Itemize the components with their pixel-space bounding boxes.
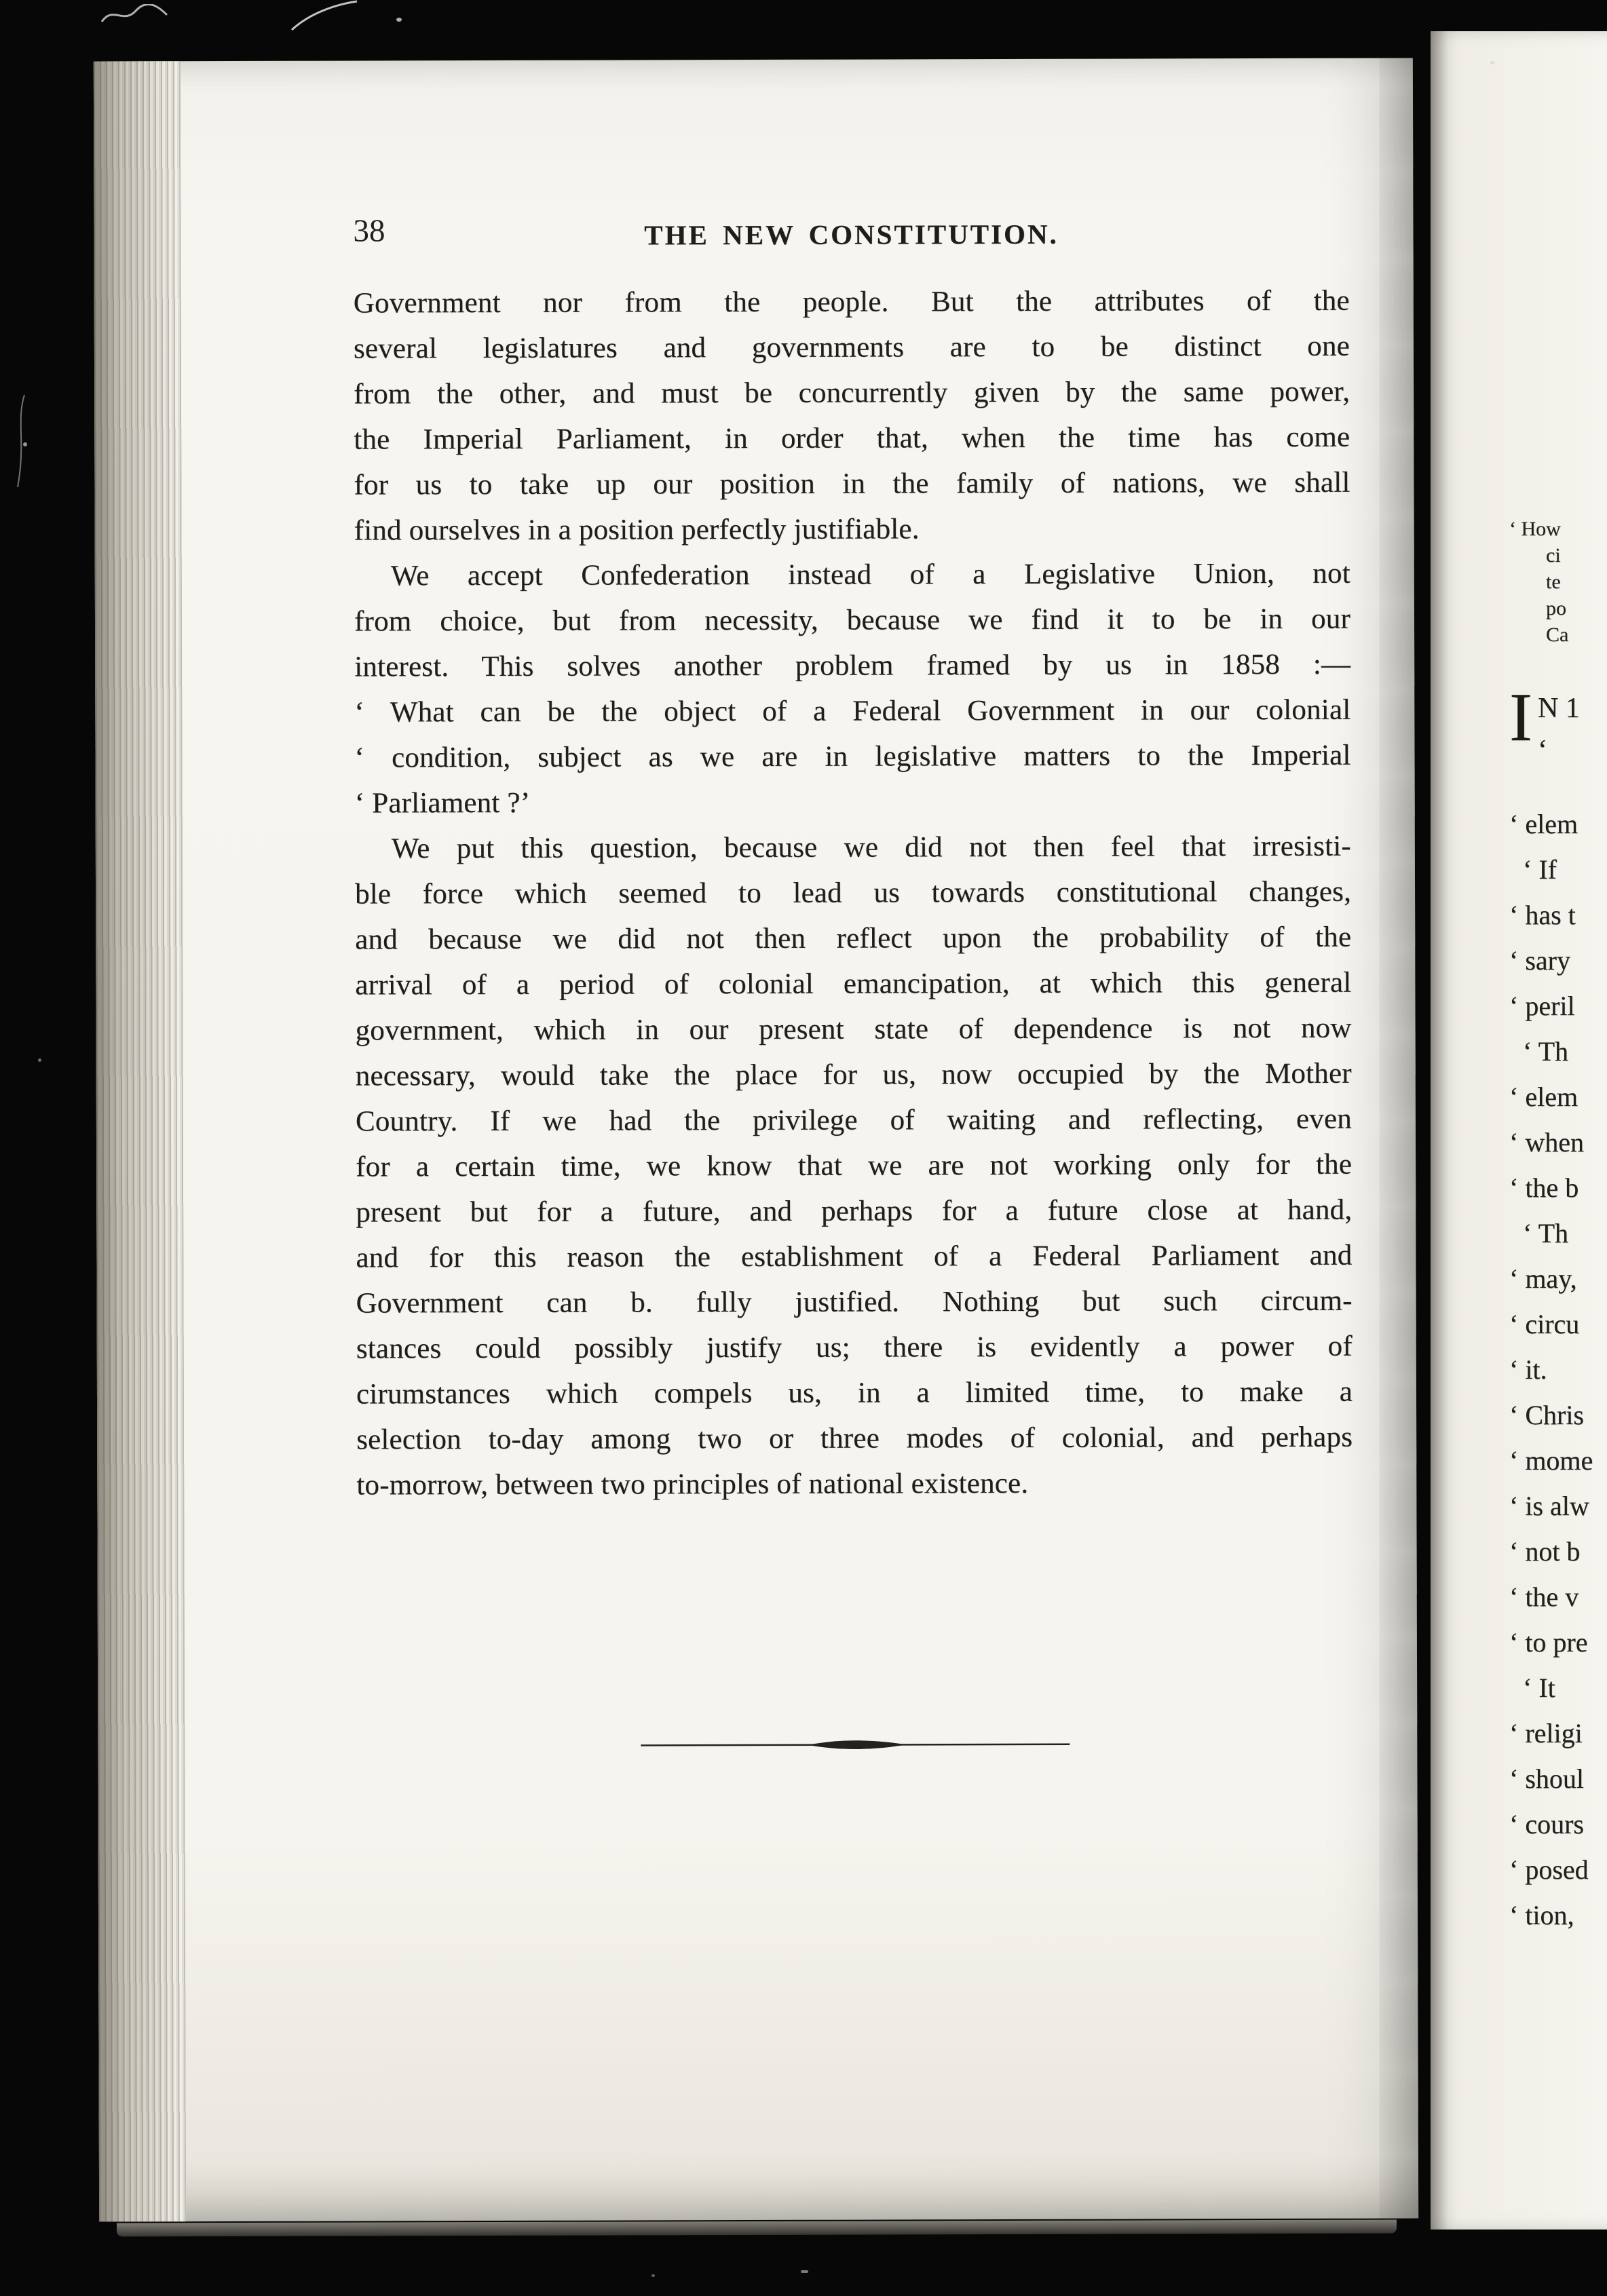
text-line: ‘ elem [1509, 809, 1578, 839]
scan-squiggle-mark [100, 4, 168, 27]
footnote-fragment [1509, 516, 1607, 648]
note-line: te [1546, 571, 1561, 593]
scan-speck [23, 442, 27, 446]
paragraph [354, 551, 1351, 826]
text-line: ‘ condition, subject as we are in legislative matters to the Imperial [354, 739, 1351, 774]
text-line: ‘ to pre [1509, 1627, 1588, 1658]
text-line: the Imperial Parliament, in order that, when the time has come [354, 421, 1350, 456]
dropcap-block [1509, 687, 1607, 771]
note-line: ci [1546, 544, 1561, 567]
section-divider-ornament [638, 1736, 1072, 1755]
text-line: ‘ It [1509, 1672, 1555, 1703]
text-line: government, which in our present state of dependence is not now [355, 1012, 1352, 1047]
text-line: ‘ religi [1509, 1718, 1583, 1748]
text-line: ‘ not b [1509, 1536, 1581, 1567]
scan-speck [38, 1058, 41, 1062]
body-text [354, 278, 1353, 1508]
text-line: ‘ tion, [1509, 1900, 1574, 1930]
note-line: po [1546, 597, 1566, 619]
paragraph [355, 824, 1353, 1508]
scan-speck [1490, 61, 1494, 64]
page-bottom-edge [117, 2220, 1397, 2237]
text-line: several legislatures and governments are to be distinct one [353, 330, 1350, 365]
scan-speck [396, 18, 402, 22]
text-line: We accept Confederation instead of a Legislative Union, not [390, 557, 1350, 592]
text-line: ‘ sary [1509, 945, 1570, 976]
paragraph [354, 278, 1350, 554]
text-line: ‘ peril [1509, 991, 1575, 1021]
note-line: ‘ How [1509, 518, 1561, 540]
text-line: ‘ it. [1509, 1354, 1547, 1385]
facing-page-content [1509, 31, 1607, 1938]
scan-speck [801, 2270, 808, 2273]
text-line: ‘ has t [1509, 900, 1576, 930]
text-line: ‘ If [1509, 854, 1557, 885]
text-line: ‘ elem [1509, 1082, 1578, 1112]
text-line: ‘ [1537, 735, 1547, 766]
page-header [353, 209, 1349, 256]
text-line: ‘ posed [1509, 1854, 1589, 1885]
section-divider [357, 1735, 1353, 1759]
text-line: interest. This solves another problem framed by us in 1858 :— [354, 648, 1351, 683]
text-line: ‘ Parliament ?’ [354, 786, 531, 820]
text-line: and for this reason the establishment of a Federal Parliament and [356, 1239, 1353, 1274]
text-fragments [1509, 801, 1607, 1938]
text-line: stances could possibly justify us; there is evidently a power of [356, 1330, 1353, 1365]
text-line: ‘ the b [1509, 1172, 1579, 1203]
text-line: necessary, would take the place for us, now occupied by the Mother [355, 1057, 1352, 1092]
scan-speck [651, 2274, 655, 2277]
text-line: and because we did not then reflect upon the probability of the [355, 921, 1352, 956]
dropcap-letter: I [1509, 687, 1532, 756]
text-line: ‘ Chris [1509, 1400, 1584, 1430]
page-content [353, 58, 1354, 1759]
text-line: ‘ Th [1509, 1036, 1569, 1067]
text-line: ‘ circu [1509, 1309, 1580, 1339]
text-line: ‘ is alw [1509, 1491, 1589, 1521]
text-line: ‘ What can be the object of a Federal Government in our colonial [354, 693, 1351, 729]
text-line: ‘ mome [1509, 1445, 1593, 1476]
text-line: ‘ when [1509, 1127, 1584, 1157]
text-line: Government can b. fully justified. Nothing but such circum- [356, 1284, 1353, 1320]
text-line: from choice, but from necessity, because we find it to be in our [354, 602, 1351, 638]
text-line: ble force which seemed to lead us towards constitutional changes, [354, 875, 1352, 911]
text-line: present but for a future, and perhaps for a future close at hand, [356, 1193, 1353, 1229]
text-line: ‘ Th [1509, 1218, 1569, 1248]
scan-curve-mark [290, 0, 358, 31]
text-line: Government nor from the people. But the attributes of the [353, 284, 1350, 320]
running-title: THE NEW CONSTITUTION. [644, 218, 1059, 251]
text-line: We put this question, because we did not then feel that irresisti- [391, 830, 1351, 865]
page-edge-stack [94, 61, 186, 2221]
note-line: Ca [1546, 624, 1569, 646]
text-line: cirumstances which compels us, in a limited time, to make a [356, 1375, 1353, 1411]
text-line: for a certain time, we know that we are not working only for the [356, 1148, 1353, 1183]
text-line: arrival of a period of colonial emancipation, at which this general [355, 966, 1352, 1001]
text-line: ‘ cours [1509, 1809, 1584, 1839]
book-page [94, 58, 1418, 2221]
text-line: N 1 [1537, 693, 1580, 724]
text-line: ‘ may, [1509, 1263, 1577, 1294]
text-line: ‘ the v [1509, 1582, 1579, 1612]
text-line: find ourselves in a position perfectly justifiable. [354, 513, 920, 547]
scan-scratch-mark [11, 394, 30, 489]
text-line: ‘ shoul [1509, 1763, 1584, 1794]
text-line: selection to-day among two or three modes of colonial, and perhaps [356, 1421, 1353, 1456]
text-line: to-morrow, between two principles of national existence. [356, 1467, 1029, 1501]
text-line: Country. If we had the privilege of waiting and reflecting, even [355, 1103, 1352, 1138]
facing-page-partial [1431, 31, 1607, 2230]
text-line: from the other, and must be concurrently given by the same power, [354, 375, 1350, 410]
page-number: 38 [353, 213, 385, 249]
text-line: for us to take up our position in the family of nations, we shall [354, 466, 1350, 501]
